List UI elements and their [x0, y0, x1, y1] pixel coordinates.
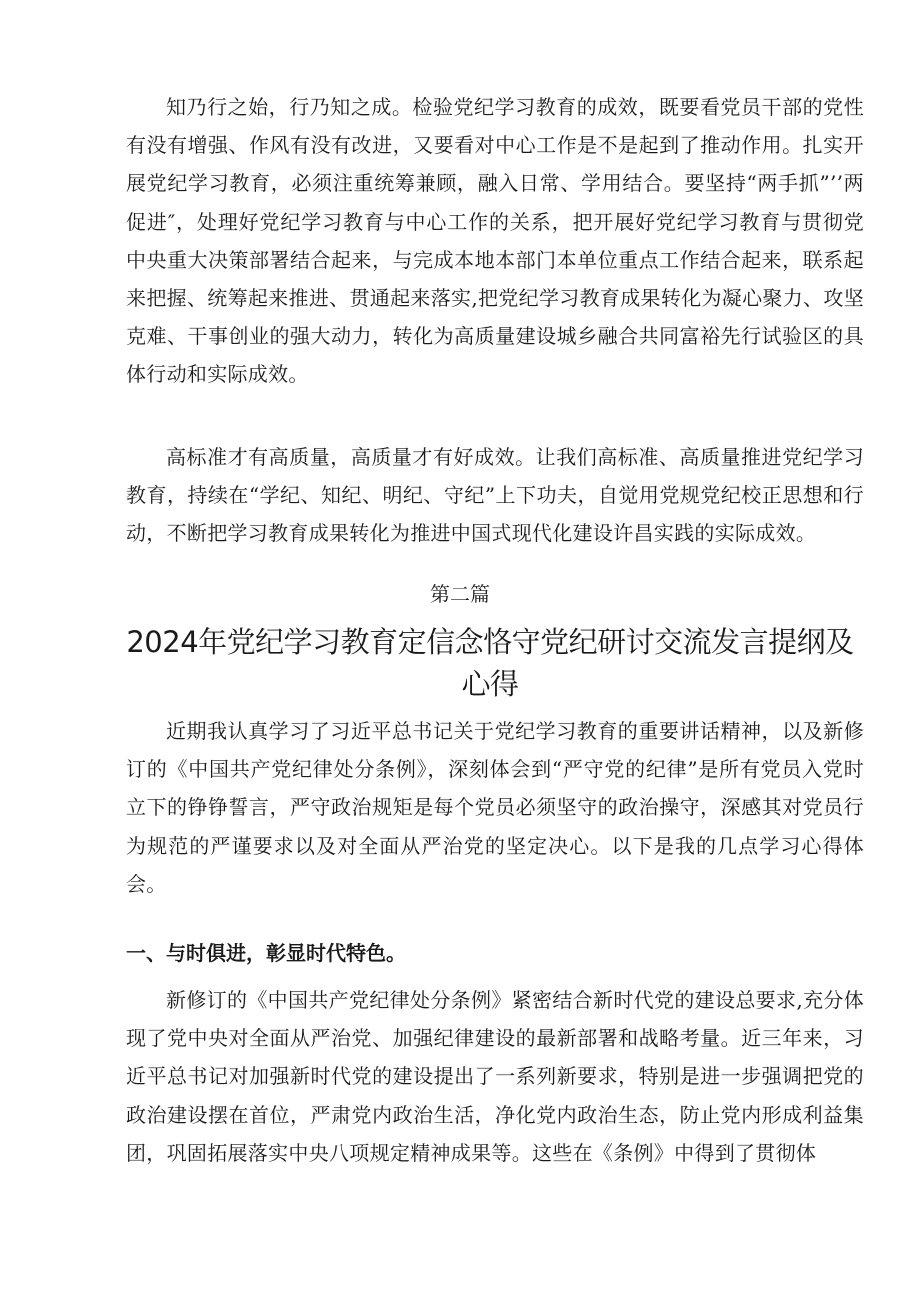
intro-paragraph: 近期我认真学习了习近平总书记关于党纪学习教育的重要讲话精神，以及新修订的《中国共产党纪律处分条例》，深刻体会到“严守党的纪律”是所有党员入党时立下的铮铮誓言，严守政治规矩是每个党员必须坚守的政治操守，深感其对党员行为规范的严谨要求以及对全面从严治党的坚定决心。以下是我的几点学习心得体会。	[126, 719, 864, 896]
document-title: 2024年党纪学习教育定信念恪守党纪研讨交流发言提纲及心得	[126, 625, 854, 701]
body-paragraph: 新修订的《中国共产党纪律处分条例》紧密结合新时代党的建设总要求,充分体现了党中央对全面从严治党、加强纪律建设的最新部署和战略考量。近三年来，习近平总书记对加强新时代党的建设提出了一系列新要求，特别是进一步强调把党的政治建设摆在首位，严肃党内政治生活，净化党内政治生态，防止党内形成利益集团，巩固拓展落实中央八项规定精神成果等。这些在《条例》中得到了贯彻体	[126, 988, 864, 1165]
body-paragraph: 知乃行之始，行乃知之成。检验党纪学习教育的成效，既要看党员干部的党性有没有增强、作风有没有改进，又要看对中心工作是不是起到了推动作用。扎实开展党纪学习教育，必须注重统筹兼顾，融入日常、学用结合。要坚持“两手抓”’’两促进″，处理好党纪学习教育与中心工作的关系，把开展好党纪学习教育与贯彻党中央重大决策部署结合起来，与完成本地本部门本单位重点工作结合起来，联系起来把握、统筹起来推进、贯通起来落实,把党纪学习教育成果转化为凝心聚力、攻坚克难、干事创业的强大动力，转化为高质量建设城乡融合共同富裕先行试验区的具体行动和实际成效。	[126, 95, 864, 387]
section-label: 第二篇	[430, 582, 490, 606]
section-heading: 一、与时俱进，彰显时代特色。	[126, 941, 406, 965]
body-paragraph: 高标准才有高质量，高质量才有好成效。让我们高标准、高质量推进党纪学习教育，持续在“学纪、知纪、明纪、守纪”上下功夫，自觉用党规党纪校正思想和行动，不断把学习教育成果转化为推进中国式现代化建设许昌实践的实际成效。	[126, 445, 864, 546]
